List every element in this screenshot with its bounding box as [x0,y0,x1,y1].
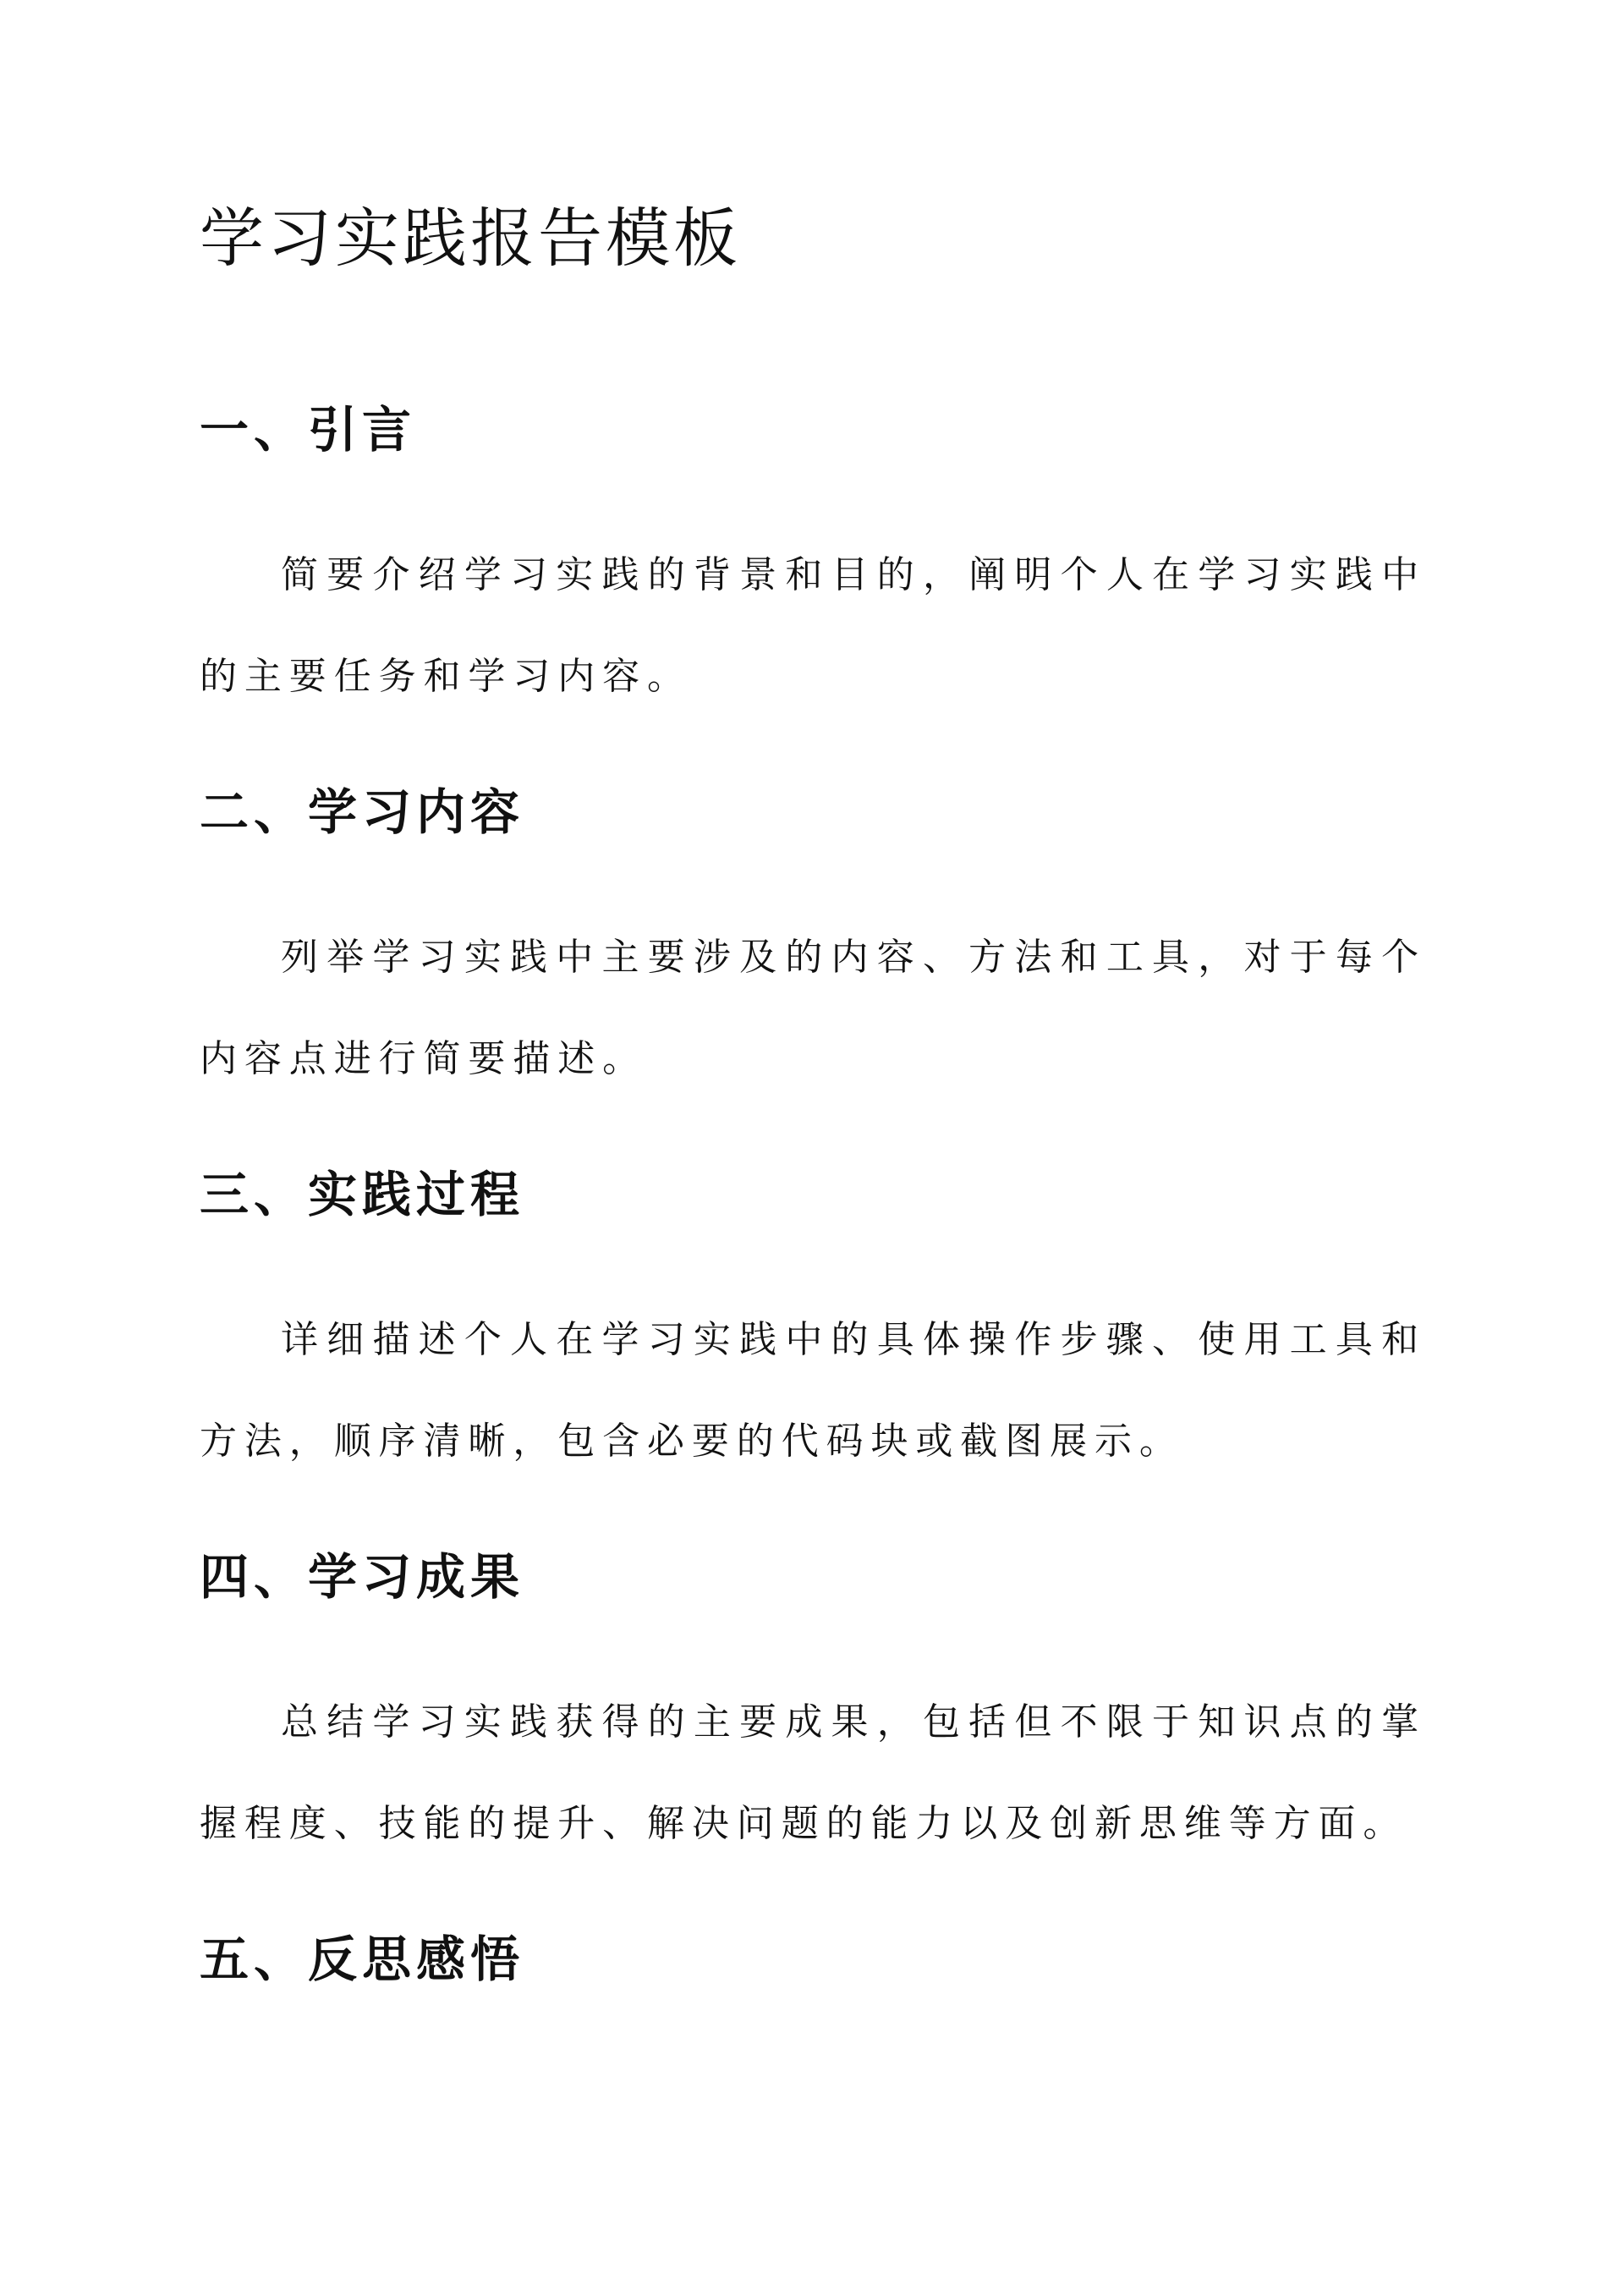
section-body-introduction: 简要介绍学习实践的背景和目的，阐明个人在学习实践中的主要任务和学习内容。 [200,553,1426,698]
document-title: 学习实践报告模板 [200,200,741,276]
section-heading-learning-content: 二、学习内容 [200,783,525,841]
section-heading-reflection: 五、反思感悟 [200,1931,525,1988]
section-heading-learning-results: 四、学习成果 [200,1548,525,1606]
section-body-practice-process: 详细描述个人在学习实践中的具体操作步骤、使用工具和方法，顺序清晰，包含必要的代码块或截图展示。 [200,1318,1426,1463]
section-heading-introduction: 一、引言 [200,401,417,459]
section-heading-practice-process: 三、实践过程 [200,1166,525,1223]
section-body-learning-content: 列举学习实践中主要涉及的内容、方法和工具，对于每个内容点进行简要描述。 [200,936,1426,1080]
section-body-learning-results: 总结学习实践获得的主要成果，包括但不限于知识点的掌握程度、技能的提升、解决问题的能力以及创新思维等方面。 [200,1700,1426,1845]
